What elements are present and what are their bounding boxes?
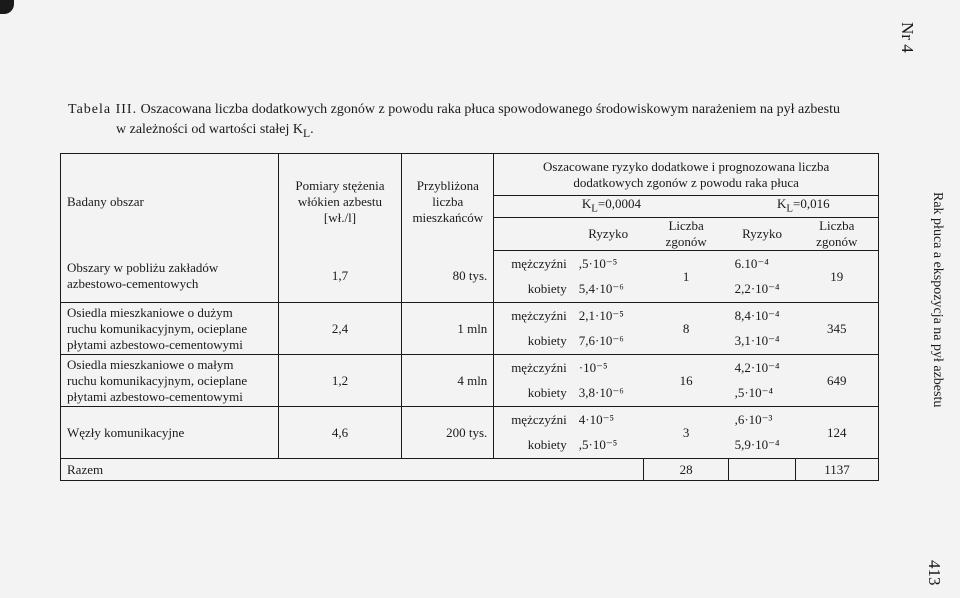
header-fiber-3: [wł./l] xyxy=(323,210,357,226)
header-pop-1: Przybliżona xyxy=(416,178,479,194)
row-area xyxy=(61,355,279,407)
row-area-line: płytami azbestowo-cementowymi xyxy=(67,336,243,352)
row-male-risk2: 6.10⁻⁴ xyxy=(734,255,769,271)
running-title: Rak płuca a ekspozycja na pył azbestu xyxy=(930,192,945,408)
header-area xyxy=(61,154,279,251)
row-female-risk1: 7,6·10⁻⁶ xyxy=(578,333,624,349)
caption-text: Oszacowana liczba dodatkowych zgonów z powodu raka płuca spowodowanego środowiskowym narażeniem na pył azbestu xyxy=(140,102,840,117)
row-male-label: mężczyźni xyxy=(494,355,573,381)
row-female-label: kobiety xyxy=(527,437,567,453)
row-female-label: kobiety xyxy=(527,385,567,401)
corner-mark xyxy=(0,0,14,14)
header-area-text: Badany obszar xyxy=(67,194,144,210)
caption-end: . xyxy=(310,122,314,137)
row-female-risk1: 5,4·10⁻⁶ xyxy=(578,281,624,297)
row-fiber: 1,2 xyxy=(278,355,402,407)
row-female-label: kobiety xyxy=(527,281,567,297)
header-deaths-1: Liczba zgonów xyxy=(644,218,729,251)
row-female-risk2: 5,9·10⁻⁴ xyxy=(734,437,780,453)
header-k2 xyxy=(729,196,879,218)
row-female-risk1: ,5·10⁻⁵ xyxy=(578,437,618,453)
row-deaths1: 3 xyxy=(644,407,729,459)
row-female-risk2: 2,2·10⁻⁴ xyxy=(734,281,780,297)
row-area-line: ruchu komunikacyjnym, ocieplane xyxy=(67,372,248,388)
header-estimate-1: Oszacowane ryzyko dodatkowe i prognozowana liczba xyxy=(543,158,830,174)
caption-text-2: w zależności od wartości stałej K xyxy=(116,122,303,137)
row-deaths2: 124 xyxy=(796,407,879,459)
row-area xyxy=(61,407,279,459)
row-male-label: mężczyźni xyxy=(494,303,573,329)
row-female-risk2: 3,1·10⁻⁴ xyxy=(734,333,780,349)
k2-label: K xyxy=(776,196,787,212)
row-female-label: kobiety xyxy=(527,333,567,349)
caption-line-1 xyxy=(68,100,908,120)
header-fiber-1: Pomiary stężenia xyxy=(295,178,385,194)
row-area-line: Węzły komunikacyjne xyxy=(67,424,185,440)
row-deaths1: 1 xyxy=(682,268,690,284)
k2-sub: L xyxy=(786,202,793,215)
row-area xyxy=(61,303,279,355)
header-pop-3: mieszkańców xyxy=(412,210,484,226)
total-label: Razem xyxy=(61,459,644,481)
caption-line-2 xyxy=(68,120,908,144)
row-pop: 1 mln xyxy=(402,303,494,355)
k1-sub: L xyxy=(591,202,598,215)
caption-subscript: L xyxy=(303,126,311,140)
row-male-risk2: 4,2·10⁻⁴ xyxy=(729,355,796,381)
row-deaths2: 345 xyxy=(796,303,879,355)
caption-label: Tabela III. xyxy=(68,102,138,117)
row-area-line: płytami azbestowo-cementowymi xyxy=(67,388,243,404)
row-area-line: Osiedla mieszkaniowe o małym xyxy=(67,356,234,372)
page-number: 413 xyxy=(925,560,944,586)
row-area-line: azbestowo-cementowych xyxy=(67,276,199,292)
row-pop: 80 tys. xyxy=(402,251,494,303)
row-pop: 4 mln xyxy=(402,355,494,407)
data-table xyxy=(60,153,879,481)
row-fiber: 1,7 xyxy=(278,251,402,303)
total-deaths2: 1137 xyxy=(796,459,879,481)
row-deaths2: 19 xyxy=(796,251,879,303)
row-fiber: 2,4 xyxy=(278,303,402,355)
k1-label: K xyxy=(581,196,592,212)
row-deaths1: 16 xyxy=(644,355,729,407)
row-male-risk2: ,6·10⁻³ xyxy=(729,407,796,433)
header-estimate xyxy=(494,154,879,196)
issue-number: Nr 4 xyxy=(898,22,917,53)
row-male-risk1: ,5·10⁻⁵ xyxy=(578,255,618,271)
row-female-risk2: ,5·10⁻⁴ xyxy=(734,385,774,401)
row-deaths2: 649 xyxy=(796,355,879,407)
header-sex-blank xyxy=(494,218,573,251)
row-male-risk1: 4·10⁻⁵ xyxy=(573,407,644,433)
header-risk-1: Ryzyko xyxy=(573,218,644,251)
row-male-risk2: 8,4·10⁻⁴ xyxy=(729,303,796,329)
row-deaths1: 8 xyxy=(644,303,729,355)
row-male-risk1: 2,1·10⁻⁵ xyxy=(573,303,644,329)
total-blank xyxy=(729,459,796,481)
header-k1 xyxy=(494,196,729,218)
row-male-label: mężczyźni xyxy=(511,255,567,271)
row-area-line: ruchu komunikacyjnym, ocieplane xyxy=(67,320,248,336)
header-risk-2: Ryzyko xyxy=(729,218,796,251)
header-estimate-2: dodatkowych zgonów z powodu raka płuca xyxy=(573,174,799,190)
row-male-risk1: ·10⁻⁵ xyxy=(573,355,644,381)
row-fiber: 4,6 xyxy=(278,407,402,459)
row-area-line: Obszary w pobliżu zakładów xyxy=(67,260,219,276)
row-female-risk1: 3,8·10⁻⁶ xyxy=(578,385,624,401)
row-male-label: mężczyźni xyxy=(494,407,573,433)
k2-value: =0,016 xyxy=(793,196,830,212)
header-pop xyxy=(402,154,494,251)
row-area xyxy=(61,251,279,303)
header-fiber-2: włókien azbestu xyxy=(297,194,383,210)
header-pop-2: liczba xyxy=(432,194,464,210)
row-pop: 200 tys. xyxy=(402,407,494,459)
table-caption xyxy=(68,100,908,144)
header-deaths-2: Liczba zgonów xyxy=(796,218,879,251)
k1-value: =0,0004 xyxy=(597,196,641,212)
header-fiber xyxy=(278,154,402,251)
row-area-line: Osiedla mieszkaniowe o dużym xyxy=(67,304,233,320)
total-deaths1: 28 xyxy=(644,459,729,481)
